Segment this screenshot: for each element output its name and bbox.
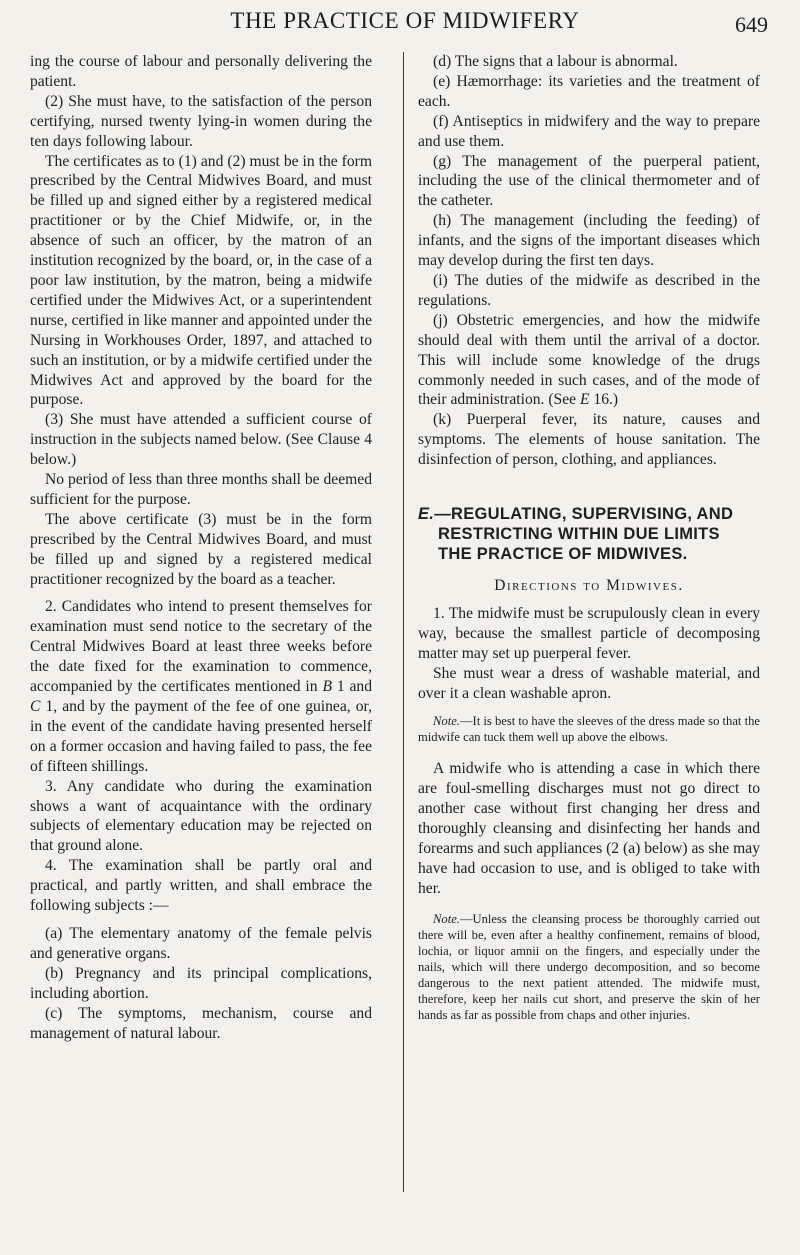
page-number: 649	[735, 12, 768, 37]
note: Note.—It is best to have the sleeves of the dress made so that the midwife can tuck them well up above the elbows.	[418, 714, 760, 745]
paragraph: 2. Candidates who intend to present themselves for examination must send notice to the secretary of the Central Midwives Board at least three weeks before the date fixed for the examination to commence, accompanied by the certificates mentioned in B 1 and C 1, and by the payment of the fee of one guinea, or, in the event of the candidate having presented herself on a former occasion and having failed to pass, the fee of fifteen shillings.	[30, 598, 373, 775]
column-divider	[403, 52, 404, 1192]
list-item: (f) Antiseptics in midwifery and the way to prepare and use them.	[418, 112, 760, 150]
list-item: (a) The elementary anatomy of the female pelvis and generative organs.	[30, 924, 372, 962]
paragraph: No period of less than three months shall be deemed sufficient for the purpose.	[30, 471, 372, 508]
right-column	[418, 52, 760, 1037]
paragraph: She must wear a dress of washable material, and over it a clean washable apron.	[418, 664, 760, 702]
paragraph: (3) She must have attended a sufficient course of instruction in the subjects named below. (See Clause 4 below.)	[30, 411, 372, 469]
page-header	[0, 0, 800, 50]
list-item: (k) Puerperal fever, its nature, causes and symptoms. The elements of house sanitation. The disinfection of person, clothing, and appliances.	[418, 411, 760, 469]
paragraph: The above certificate (3) must be in the form prescribed by the Central Midwives Board, and must be filled up and signed by a registered medical practitioner recognized by the board as a teacher.	[30, 510, 372, 588]
paragraph: 1. The midwife must be scrupulously clean in every way, because the smallest particle of decomposing matter may set up puerperal fever.	[418, 604, 760, 662]
list-item: (h) The management (including the feeding) of infants, and the signs of the important diseases which may develop during the first ten days.	[418, 212, 760, 270]
paragraph: ing the course of labour and personally delivering the patient.	[30, 53, 372, 90]
paragraph: (2) She must have, to the satisfaction of the person certifying, nursed twenty lying-in women during the ten days following labour.	[30, 92, 372, 150]
list-item: (c) The symptoms, mechanism, course and management of natural labour.	[30, 1004, 372, 1042]
section-heading: E.—REGULATING, SUPERVISING, AND RESTRICTING WITHIN DUE LIMITS THE PRACTICE OF MIDWIVES.	[418, 505, 734, 564]
list-item: (i) The duties of the midwife as described in the regulations.	[418, 271, 760, 309]
list-item: (d) The signs that a labour is abnormal.	[433, 53, 678, 70]
running-title: THE PRACTICE OF MIDWIFERY	[230, 8, 580, 33]
paragraph: 3. Any candidate who during the examination shows a want of acquaintance with the ordinary subjects of elementary education may be rejected on that ground alone.	[30, 777, 372, 855]
subheading: Directions to Midwives.	[494, 577, 684, 595]
list-item: (b) Pregnancy and its principal complications, including abortion.	[30, 964, 372, 1002]
paragraph: A midwife who is attending a case in which there are foul-smelling discharges must not go direct to another case without first changing her dress and thoroughly cleansing and disinfecting her hands and forearms and such appliances (2 (a) below) as she may have had occasion to use, and is obliged to take with her.	[418, 760, 760, 897]
paragraph: 4. The examination shall be partly oral and practical, and partly written, and shall embrace the following subjects :—	[30, 857, 372, 915]
left-column	[30, 52, 372, 1043]
list-item: (g) The management of the puerperal patient, including the use of the clinical thermometer and of the catheter.	[418, 152, 760, 210]
note: Note.—Unless the cleansing process be thoroughly carried out there will be, even after a healthy confinement, remains of blood, lochia, or liquor amnii on the fingers, and especially under the nails, which will there undergo decomposition, and so become dangerous to the next patient attended. The midwife must, therefore, keep her nails cut short, and preserve the skin of her hands as far as possible from chaps and other injuries.	[418, 911, 760, 1022]
paragraph: The certificates as to (1) and (2) must be in the form prescribed by the Central Midwives Board, and must be filled up and signed either by a registered medical practitioner or by the Chief Midwife, or, in the absence of such an officer, by the matron of an institution recognized by the board, or, in the case of a poor law institution, by the matron, being a midwife certified under the Midwives Act, or a superintendent nurse, certified in like manner and appointed under the Nursing in Workhouses Order, 1897, and attached to such an institution, or by a midwife certified under the Midwives Act and approved by the board for the purpose.	[30, 152, 372, 409]
list-item: (e) Hæmorrhage: its varieties and the treatment of each.	[418, 72, 760, 110]
list-item: (j) Obstetric emergencies, and how the midwife should deal with them until the arrival of a doctor. This will include some knowledge of the drugs commonly needed in such cases, and of the mode of their administration. (See E 16.)	[418, 311, 760, 409]
